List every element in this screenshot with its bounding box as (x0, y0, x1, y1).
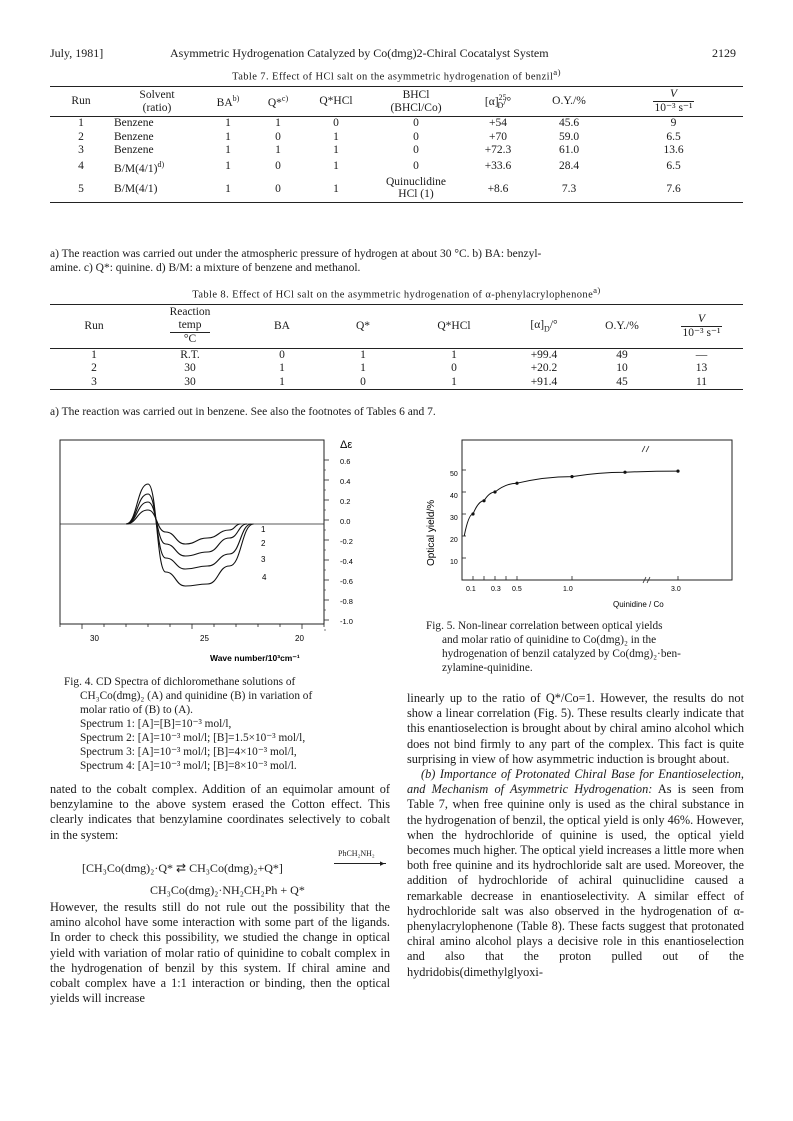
t7-h-bhcl: BHCl (BHCl/Co) (370, 87, 462, 117)
t7-h-solvent: Solvent (ratio) (112, 87, 202, 117)
table7-footnote-2: amine. c) Q*: quinine. d) B/M: a mixture of benzene and methanol. (50, 262, 361, 274)
fig5-caption-line: zylamine-quinidine. (442, 662, 533, 674)
table8-caption-text: Table 8. Effect of HCl salt on the asymmetric hydrogenation of α-phenylacrylophenone (192, 289, 594, 301)
paragraph: (b) Importance of Protonated Chiral Base for Enantioselection, and Mechanism of Asymmetric Hydrogenation: As is seen from Table 7, when free quinine only is used as the chiral substance in the hydrogenation of benzil, the optical yield is only 46%. However, when the hydrochloride of quinine is used, the optical yield becomes much higher. The optical yield increases a little more when both free quinine and its hydrochloride salt are used. Moreover, the addition of hydrochloride of achiral quinuclidine caused a remarkable decrease in enantioselectivity. A similar effect of hydrochloride salt was also observed in the hydrogenation of α-phenylacrylophenone (Table 8). These facts suggest that protonated chiral amino alcohol plays a decisive role in this enantioselection and also that the proton pulled out of the hydridobis(dimethylglyoxi- (407, 767, 744, 979)
table8-caption-sup: a) (593, 285, 601, 295)
t7-h-q: Q*$^{c)}$ (254, 87, 302, 117)
table-row: 3 Benzene 1 1 1 0 +72.3 61.0 13.6 (78, 144, 684, 157)
paragraph: nated to the cobalt complex. Addition of an equimolar amount of benzylamine to the above system erased the Cotton effect. This clearly indicates that benzylamine coordinates selectively to cobalt in the system: (50, 782, 390, 842)
fig4-curve-label: 2 (261, 539, 266, 548)
table-row: 5 B/M(4/1) 1 0 1 Quinuclidine HCl (1) +8.6 7.3 7.6 (50, 176, 743, 203)
fig4-y-tick: 0.0 (340, 517, 351, 526)
reaction-equation (82, 849, 392, 899)
t8-h-q: Q* (322, 305, 404, 349)
t7-h-ba: BA$^{b)}$ (202, 87, 254, 117)
table8 (50, 304, 743, 390)
fig5-curve (464, 446, 679, 536)
fig5-y-tick: 40 (450, 493, 458, 500)
fig4-x-label: Wave number/10³cm⁻¹ (210, 653, 300, 663)
fig4-chart (50, 436, 395, 668)
table7-caption-text: Table 7. Effect of HCl salt on the asymmetric hydrogenation of benzil (232, 71, 554, 83)
fig5-y-label: Optical yield/% (426, 499, 437, 566)
header-title: Asymmetric Hydrogenation Catalyzed by Co(dmg)2-Chiral Cocatalyst System (170, 46, 549, 60)
fig4-caption-line: Spectrum 4: [A]=10⁻³ mol/l; [B]=8×10⁻³ mol/l. (80, 760, 297, 772)
t8-h-v: $\frac{V}{\text{10⁻³ s⁻¹}}$ (660, 305, 743, 349)
t7-h-v: $\frac{V}{\text{10⁻³ s⁻¹}}$ (604, 87, 743, 117)
fig5-y-tick: 20 (450, 537, 458, 544)
t8-h-run: Run (50, 305, 138, 349)
fig5-y-tick: 10 (450, 559, 458, 566)
fig4-x-tick: 20 (295, 634, 304, 643)
table-row: 1 Benzene 1 1 0 0 +54 45.6 9 (78, 117, 677, 130)
header-left: July, 1981] (50, 46, 104, 60)
table-row: 2 30 1 1 0 +20.2 10 13 (91, 362, 708, 375)
t7-h-alpha: $[\alpha]^{25}_D/^\circ$ (462, 87, 534, 117)
fig5-yield-curve (464, 471, 678, 536)
fig4-y-tick: -0.8 (340, 597, 353, 606)
fig4-frame (60, 440, 324, 624)
t8-h-oy: O.Y./% (584, 305, 660, 349)
equation-line-1: [CH₃Co(dmg)₂·Q* ⇄ CH₃Co(dmg)₂+Q*] (82, 861, 283, 875)
table8-caption (50, 285, 743, 301)
left-column-text (50, 782, 390, 843)
fig5-x-tick: 3.0 (671, 586, 681, 593)
t7-h-oy: O.Y./% (534, 87, 604, 117)
fig4-y-tick: 0.2 (340, 497, 351, 506)
table8-footnote: a) The reaction was carried out in benzene. See also the footnotes of Tables 6 and 7. (50, 406, 436, 418)
fig5-data-point (570, 475, 573, 478)
fig4-curves (126, 484, 254, 586)
fig5-data-point (471, 512, 474, 515)
fig4-curve-label: 1 (261, 525, 266, 534)
fig5-caption-line: and molar ratio of quinidine to Co(dmg)₂ in the (442, 634, 657, 646)
paragraph: linearly up to the ratio of Q*/Co=1. However, the results do not show a linear correlation (Fig. 5). These results clearly indicate that this enantioselection is brought about by chiral amino alcohol which does not bind firmly to any part of the complex. This fact is quite surprising in view of how asymmetric induction is brought about. (407, 691, 744, 766)
fig4-y-tick: 0.4 (340, 477, 351, 486)
fig4-y-tick: -0.4 (340, 557, 353, 566)
fig4-y-tick: -0.2 (340, 537, 353, 546)
t8-h-temp: Reaction temp °C (138, 305, 242, 349)
t7-h-qhcl: Q*HCl (302, 87, 370, 117)
fig4-curve-label: 3 (261, 555, 266, 564)
t8-h-alpha: $[\alpha]_D/^\circ$ (504, 305, 584, 349)
equation-line-2: CH₃Co(dmg)₂·NH₂CH₂Ph + Q* (150, 883, 305, 897)
fig5-y-tick: 50 (450, 471, 458, 478)
equation-reagent: PhCH₂NH₂ (338, 849, 375, 858)
fig4-caption-line: Fig. 4. CD Spectra of dichloromethane solutions of (64, 676, 296, 688)
fig5-caption-line: hydrogenation of benzil catalyzed by Co(dmg)₂·ben- (442, 648, 681, 660)
fig5-curve-break-icon (642, 446, 649, 452)
fig4-y-tick: -0.6 (340, 577, 353, 586)
fig4-caption-line: CH₃Co(dmg)₂ (A) and quinidine (B) in variation of (80, 690, 313, 702)
fig4-y-tick: -1.0 (340, 617, 353, 626)
fig5-caption-line: Fig. 5. Non-linear correlation between optical yields (426, 620, 663, 632)
fig4-caption-line: Spectrum 3: [A]=10⁻³ mol/l; [B]=4×10⁻³ mol/l, (80, 746, 297, 758)
fig5-x-tick: 1.0 (563, 586, 573, 593)
fig4-axes (60, 460, 329, 630)
fig4-series-3 (126, 494, 251, 569)
equation-arrow (334, 863, 386, 864)
fig5-data-point (515, 482, 518, 485)
table-row: 1 R.T. 0 1 1 +99.4 49 — (91, 348, 708, 361)
fig5-data-point (493, 490, 496, 493)
fig5-data-point (623, 471, 626, 474)
fig4-series-1 (126, 510, 240, 544)
fig4-caption (64, 675, 389, 773)
fig4-y-title: Δε (340, 439, 353, 451)
left-column-text-2 (50, 900, 390, 1006)
fig5-data-point (482, 499, 485, 502)
table7-caption (50, 67, 743, 83)
table-row: 3 30 1 0 1 +91.4 45 11 (50, 376, 743, 390)
table-row: 2 Benzene 1 0 1 0 +70 59.0 6.5 (78, 130, 681, 143)
table7 (50, 86, 743, 203)
table7-footnote-1: a) The reaction was carried out under the atmospheric pressure of hydrogen at about 30 °C. b) BA: benzyl- (50, 248, 542, 260)
paragraph: However, the results still do not rule out the possibility that the amino alcohol have some interaction with some part of the ligands. In order to check this possibility, we studied the change in optical yield with variation of molar ratio of quinidine to cobalt complex in the hydrogenation of benzil by this system. If chiral amine and cobalt complex have a 1:1 interaction or binding, then the optical yields will increase (50, 900, 390, 1006)
fig5-data-point (676, 470, 679, 473)
section-heading: (b) Importance of Protonated Chiral Base for Enantioselection, and Mechanism of Asymmetric Hydrogenation: (407, 767, 744, 797)
fig5-frame (462, 440, 732, 580)
fig4-caption-line: molar ratio of (B) to (A). (80, 704, 193, 716)
fig5-y-tick: 30 (450, 515, 458, 522)
fig5-axes (462, 470, 678, 583)
page-number: 2129 (712, 46, 736, 60)
t7-h-run: Run (50, 87, 112, 117)
fig4-caption-line: Spectrum 1: [A]=[B]=10⁻³ mol/l, (80, 718, 232, 730)
fig4-x-tick: 30 (90, 634, 99, 643)
fig4-x-tick: 25 (200, 634, 209, 643)
t8-h-qhcl: Q*HCl (404, 305, 504, 349)
fig5-x-label: Quinidine / Co (613, 600, 664, 609)
t8-h-ba: BA (242, 305, 322, 349)
fig5-x-tick: 0.5 (512, 586, 522, 593)
fig5-x-tick: 0.1 (466, 586, 476, 593)
right-column-text (407, 691, 744, 980)
fig5-x-tick: 0.3 (491, 586, 501, 593)
fig4-y-tick: 0.6 (340, 457, 351, 466)
fig5-chart (418, 436, 743, 614)
table7-caption-sup: a) (553, 67, 561, 77)
table-row: 4 $B/M(4/1)^{d)}$ 1 0 1 0 +33.6 28.4 6.5 (78, 159, 681, 175)
fig4-curve-label: 4 (262, 573, 267, 582)
arrow-head-icon: ▸ (380, 858, 385, 868)
fig4-caption-line: Spectrum 2: [A]=10⁻³ mol/l; [B]=1.5×10⁻³ mol/l, (80, 732, 306, 744)
fig5-caption (426, 619, 746, 675)
